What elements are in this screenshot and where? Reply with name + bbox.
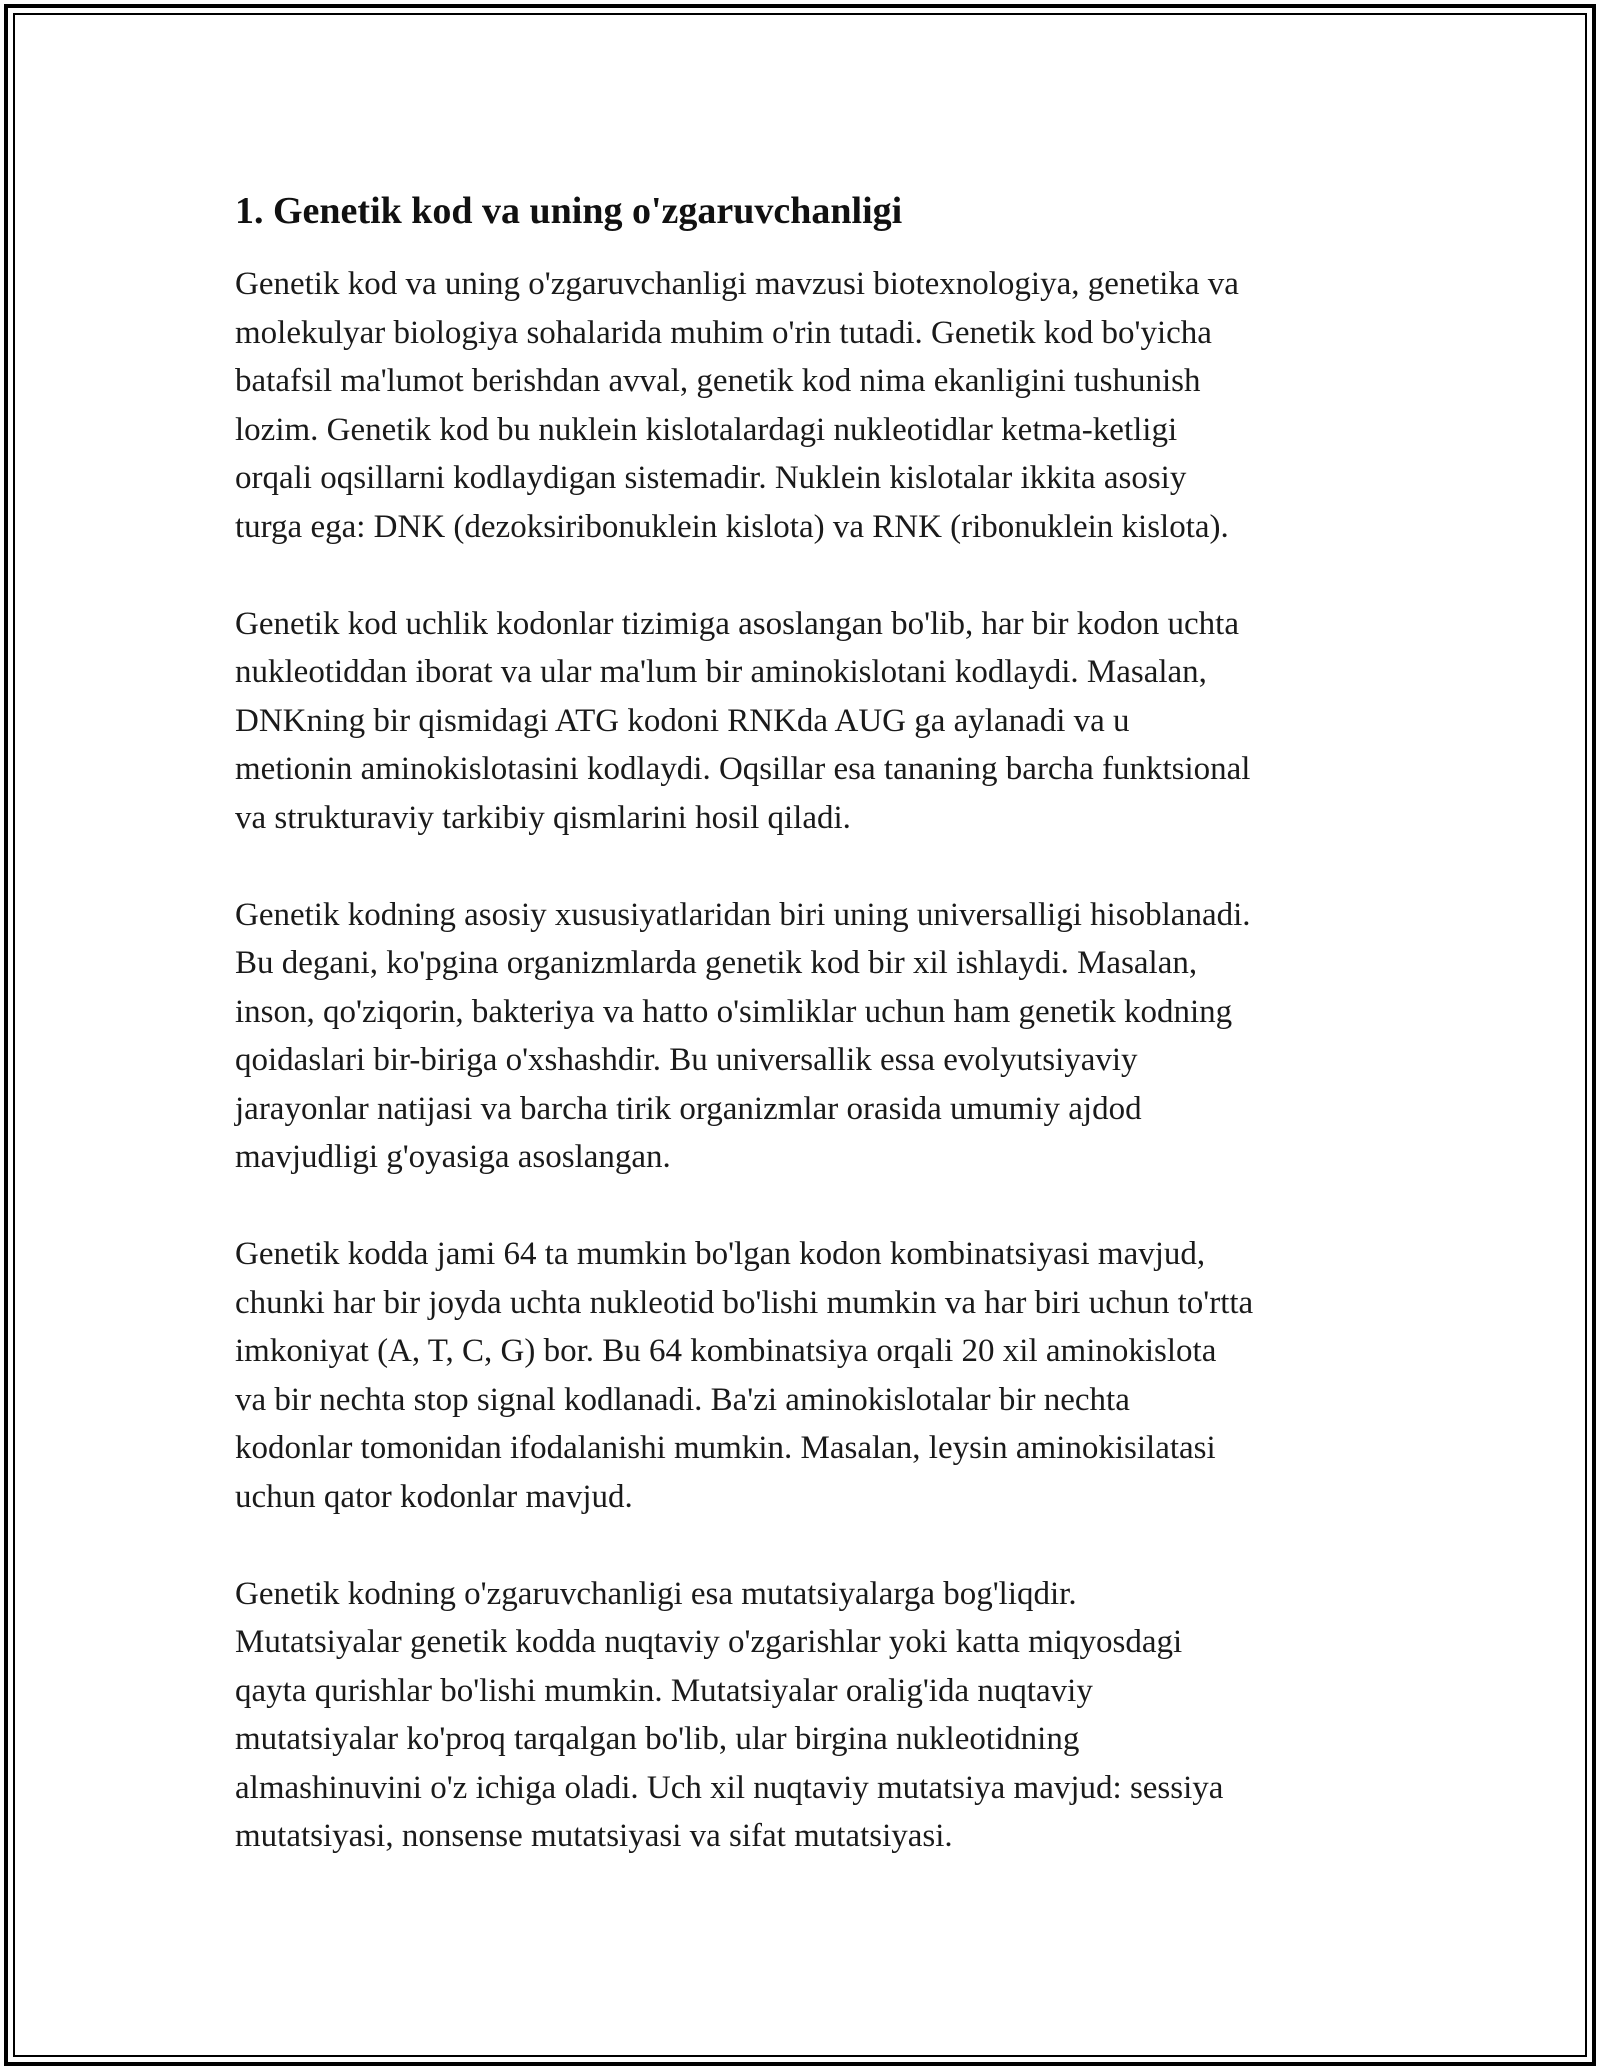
document-body xyxy=(235,186,1375,1861)
page-title: 1. Genetik kod va uning o'zgaruvchanligi xyxy=(235,190,903,232)
paragraph-1: Genetik kod va uning o'zgaruvchanligi mavzusi biotexnologiya, genetika va molekulyar biologiya sohalarida muhim o'rin tutadi. Genetik kod bo'yicha batafsil ma'lumot berishdan avval, genetik kod nima ekanligini tushunish lozim. Genetik kod bu nuklein kislotalardagi nukleotidlar ketma-ketligi orqali oqsillarni kodlaydigan sistemadir. Nuklein kislotalar ikkita asosiy turga ega: DNK (dezoksiribonuklein kislota) va RNK (ribonuklein kislota). xyxy=(235,266,1239,545)
paragraph-5: Genetik kodning o'zgaruvchanligi esa mutatsiyalarga bog'liqdir. Mutatsiyalar genetik kodda nuqtaviy o'zgarishlar yoki katta miqyosdagi qayta qurishlar bo'lishi mumkin. Mutatsiyalar oralig'ida nuqtaviy mutatsiyalar ko'proq tarqalgan bo'lib, ular birgina nukleotidning almashinuvini o'z ichiga oladi. Uch xil nuqtaviy mutatsiya mavjud: sessiya mutatsiyasi, nonsense mutatsiyasi va sifat mutatsiyasi. xyxy=(235,1575,1224,1854)
paragraph-4: Genetik kodda jami 64 ta mumkin bo'lgan kodon kombinatsiyasi mavjud, chunki har bir joyda uchta nukleotid bo'lishi mumkin va har biri uchun to'rtta imkoniyat (A, T, C, G) bor. Bu 64 kombinatsiya orqali 20 xil aminokislota va bir nechta stop signal kodlanadi. Ba'zi aminokislotalar bir nechta kodonlar tomonidan ifodalanishi mumkin. Masalan, leysin aminokisilatasi uchun qator kodonlar mavjud. xyxy=(235,1236,1254,1515)
paragraph-2: Genetik kod uchlik kodonlar tizimiga asoslangan bo'lib, har bir kodon uchta nukleotiddan iborat va ular ma'lum bir aminokislotani kodlaydi. Masalan, DNKning bir qismidagi ATG kodoni RNKda AUG ga aylanadi va u metionin aminokislotasini kodlaydi. Oqsillar esa tananing barcha funktsional va strukturaviy tarkibiy qismlarini hosil qiladi. xyxy=(235,605,1251,836)
paragraph-3: Genetik kodning asosiy xususiyatlaridan biri uning universalligi hisoblanadi. Bu degani, ko'pgina organizmlarda genetik kod bir xil ishlaydi. Masalan, inson, qo'ziqorin, bakteriya va hatto o'simliklar uchun ham genetik kodning qoidaslari bir-biriga o'xshashdir. Bu universallik essa evolyutsiyaviy jarayonlar natijasi va barcha tirik organizmlar orasida umumiy ajdod mavjudligi g'oyasiga asoslangan. xyxy=(235,896,1251,1175)
